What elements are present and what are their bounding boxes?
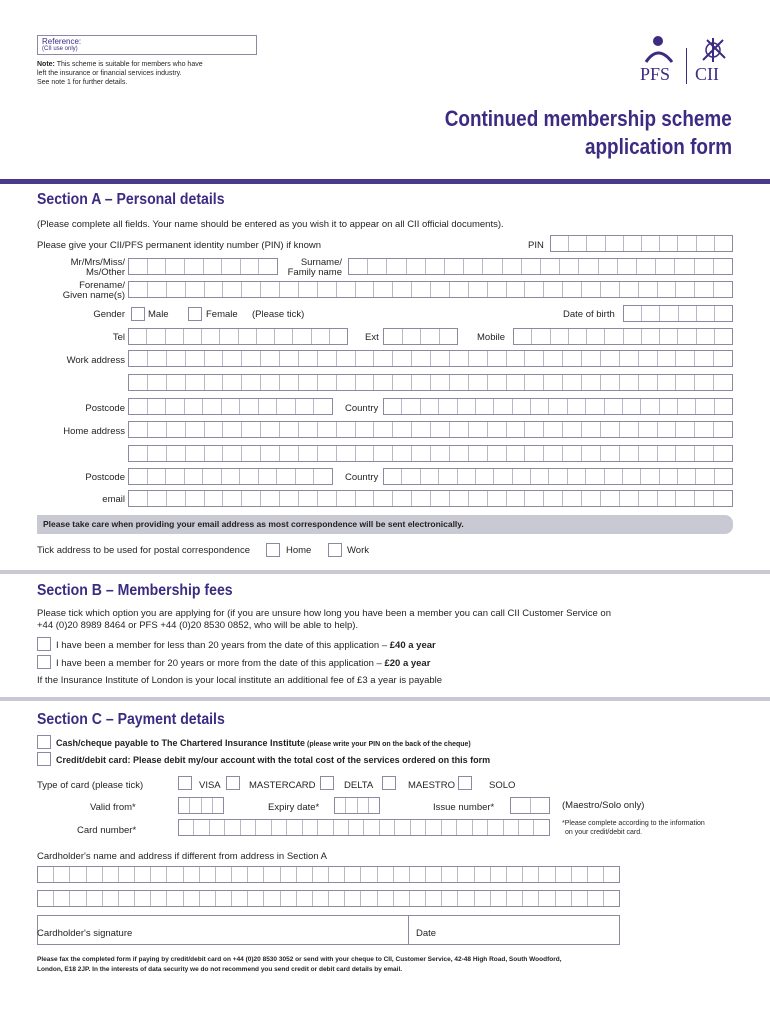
cash-cheque-note: (please write your PIN on the back of the cheque) xyxy=(305,741,471,748)
work-address-label: Work address xyxy=(66,355,125,366)
section-b-instruction-2: +44 (0)20 8989 8464 or PFS +44 (0)20 8530 0852, who will be able to help). xyxy=(37,620,359,631)
footer-line-1: Please fax the completed form if paying by credit/debit card on +44 (0)20 8530 3052 or send with your cheque to CII, Customer Service, 42-48 High Road, South Woodford, xyxy=(37,956,562,963)
fee-option-2-label: I have been a member for 20 years or more from the date of this application – £20 a year xyxy=(56,658,431,669)
tel-field[interactable] xyxy=(128,328,348,345)
section-b-heading: Section B – Membership fees xyxy=(37,582,233,599)
surname-field[interactable] xyxy=(348,258,733,275)
section-a-heading: Section A – Personal details xyxy=(37,191,225,208)
issue-number-label: Issue number* xyxy=(433,802,495,813)
home-address-line-2[interactable] xyxy=(128,445,733,462)
cash-cheque-checkbox[interactable] xyxy=(37,735,51,749)
card-type-label: Type of card (please tick) xyxy=(37,780,144,791)
maestro-solo-note: (Maestro/Solo only) xyxy=(562,800,645,811)
section-a-instruction: (Please complete all fields. Your name should be entered as you wish it to appear on all CII official documents). xyxy=(37,219,504,230)
section-b-rule xyxy=(0,570,770,574)
tel-label: Tel xyxy=(112,332,125,343)
postal-correspondence-label: Tick address to be used for postal correspondence xyxy=(37,545,250,556)
work-country-label: Country xyxy=(345,403,379,414)
cii-logo xyxy=(695,34,735,88)
home-country-field[interactable] xyxy=(383,468,733,485)
section-c-rule xyxy=(0,697,770,701)
fee-option-1-price: £40 a year xyxy=(389,640,436,651)
postal-home-checkbox[interactable] xyxy=(266,543,280,557)
email-label: email xyxy=(102,494,125,505)
maestro-label: MAESTRO xyxy=(408,780,455,791)
maestro-checkbox[interactable] xyxy=(382,776,396,790)
fee-option-2-price: £20 a year xyxy=(384,658,431,669)
mastercard-checkbox[interactable] xyxy=(226,776,240,790)
email-notice-bar xyxy=(37,515,733,534)
forename-field[interactable] xyxy=(128,281,733,298)
mobile-label: Mobile xyxy=(477,332,505,343)
note-line-3: See note 1 for further details. xyxy=(37,79,128,86)
card-payment-checkbox[interactable] xyxy=(37,752,51,766)
signature-date-label: Date xyxy=(416,928,437,939)
title-field[interactable] xyxy=(128,258,278,275)
home-address-line-1[interactable] xyxy=(128,421,733,438)
card-payment-label: Credit/debit card: Please debit my/our account with the total cost of the services ordered on this form xyxy=(56,755,491,765)
female-label: Female xyxy=(206,309,238,320)
reference-box[interactable] xyxy=(37,35,257,55)
fee-option-2-checkbox[interactable] xyxy=(37,655,51,669)
title-label: Mr/Mrs/Miss/ Ms/Other xyxy=(70,257,125,278)
pfs-logo-text: PFS xyxy=(640,64,671,84)
footer-line-2: London, E18 2JP. In the interests of data security we do not recommend you send credit or debit card details by email. xyxy=(37,966,403,973)
expiry-date-field[interactable] xyxy=(334,797,380,814)
email-field[interactable] xyxy=(128,490,733,507)
page-title-line-2: application form xyxy=(584,134,732,159)
signature-label: Cardholder's signature xyxy=(37,928,133,939)
reference-label: Reference: xyxy=(42,37,82,46)
pin-prompt: Please give your CII/PFS permanent identity number (PIN) if known xyxy=(37,240,322,251)
work-address-line-1[interactable] xyxy=(128,350,733,367)
delta-checkbox[interactable] xyxy=(320,776,334,790)
signature-date-divider xyxy=(408,915,409,945)
cash-cheque-label: Cash/cheque payable to The Chartered Insurance Institute (please write your PIN on the back of the cheque) xyxy=(56,738,471,748)
female-checkbox[interactable] xyxy=(188,307,202,321)
male-checkbox[interactable] xyxy=(131,307,145,321)
postal-home-label: Home xyxy=(286,545,312,556)
valid-from-field[interactable] xyxy=(178,797,224,814)
reference-sub: (CII use only) xyxy=(42,46,78,52)
cardholder-address-label: Cardholder's name and address if different from address in Section A xyxy=(37,851,327,862)
please-tick-label: (Please tick) xyxy=(252,309,305,320)
work-postcode-field[interactable] xyxy=(128,398,333,415)
solo-checkbox[interactable] xyxy=(458,776,472,790)
cii-crest-icon xyxy=(695,34,731,64)
fee-option-1-checkbox[interactable] xyxy=(37,637,51,651)
pin-label: PIN xyxy=(528,240,544,251)
pfs-figure-icon xyxy=(640,34,680,64)
gender-label: Gender xyxy=(93,309,125,320)
cii-logo-text: CII xyxy=(695,64,719,84)
expiry-date-label: Expiry date* xyxy=(268,802,320,813)
please-complete-note: *Please complete according to the information on your credit/debit card. xyxy=(562,820,705,836)
section-a-rule xyxy=(0,179,770,184)
footer-note xyxy=(37,955,562,975)
solo-label: SOLO xyxy=(489,780,516,791)
header-note xyxy=(37,60,257,87)
dob-label: Date of birth xyxy=(563,309,615,320)
card-number-field[interactable] xyxy=(178,819,550,836)
section-b-instruction-1: Please tick which option you are applying for (if you are unsure how long you have been a member you can call CII Customer Service on xyxy=(37,608,611,619)
page-title-line-1: Continued membership scheme xyxy=(444,106,732,131)
card-number-label: Card number* xyxy=(77,825,137,836)
home-postcode-label: Postcode xyxy=(85,472,125,483)
forename-label: Forename/ Given name(s) xyxy=(62,280,125,301)
home-address-label: Home address xyxy=(63,426,125,437)
visa-checkbox[interactable] xyxy=(178,776,192,790)
work-address-line-2[interactable] xyxy=(128,374,733,391)
issue-number-field[interactable] xyxy=(510,797,550,814)
visa-label: VISA xyxy=(199,780,221,791)
mastercard-label: MASTERCARD xyxy=(249,780,316,791)
logo-divider xyxy=(686,48,687,84)
email-notice-text: Please take care when providing your email address as most correspondence will be sent electronically. xyxy=(43,519,464,529)
cardholder-address-line-2[interactable] xyxy=(37,890,620,907)
postal-work-label: Work xyxy=(347,545,369,556)
home-postcode-field[interactable] xyxy=(128,468,333,485)
note-line-1: This scheme is suitable for members who have xyxy=(54,61,203,68)
pin-field[interactable] xyxy=(550,235,733,252)
cardholder-address-line-1[interactable] xyxy=(37,866,620,883)
ext-label: Ext xyxy=(365,332,379,343)
pfs-logo xyxy=(640,34,680,88)
work-country-field[interactable] xyxy=(383,398,733,415)
dob-field[interactable] xyxy=(623,305,733,322)
valid-from-label: Valid from* xyxy=(90,802,136,813)
home-country-label: Country xyxy=(345,472,379,483)
ext-field[interactable] xyxy=(383,328,458,345)
note-label: Note: xyxy=(37,61,55,68)
section-c-heading: Section C – Payment details xyxy=(37,711,225,728)
london-institute-note: If the Insurance Institute of London is your local institute an additional fee of £3 a year is payable xyxy=(37,675,443,686)
work-postcode-label: Postcode xyxy=(85,403,125,414)
note-line-2: left the insurance or financial services industry. xyxy=(37,70,182,77)
male-label: Male xyxy=(148,309,169,320)
delta-label: DELTA xyxy=(344,780,374,791)
fee-option-1-label: I have been a member for less than 20 years from the date of this application – £40 a year xyxy=(56,640,436,651)
mobile-field[interactable] xyxy=(513,328,733,345)
surname-label: Surname/ Family name xyxy=(287,257,342,278)
postal-work-checkbox[interactable] xyxy=(328,543,342,557)
